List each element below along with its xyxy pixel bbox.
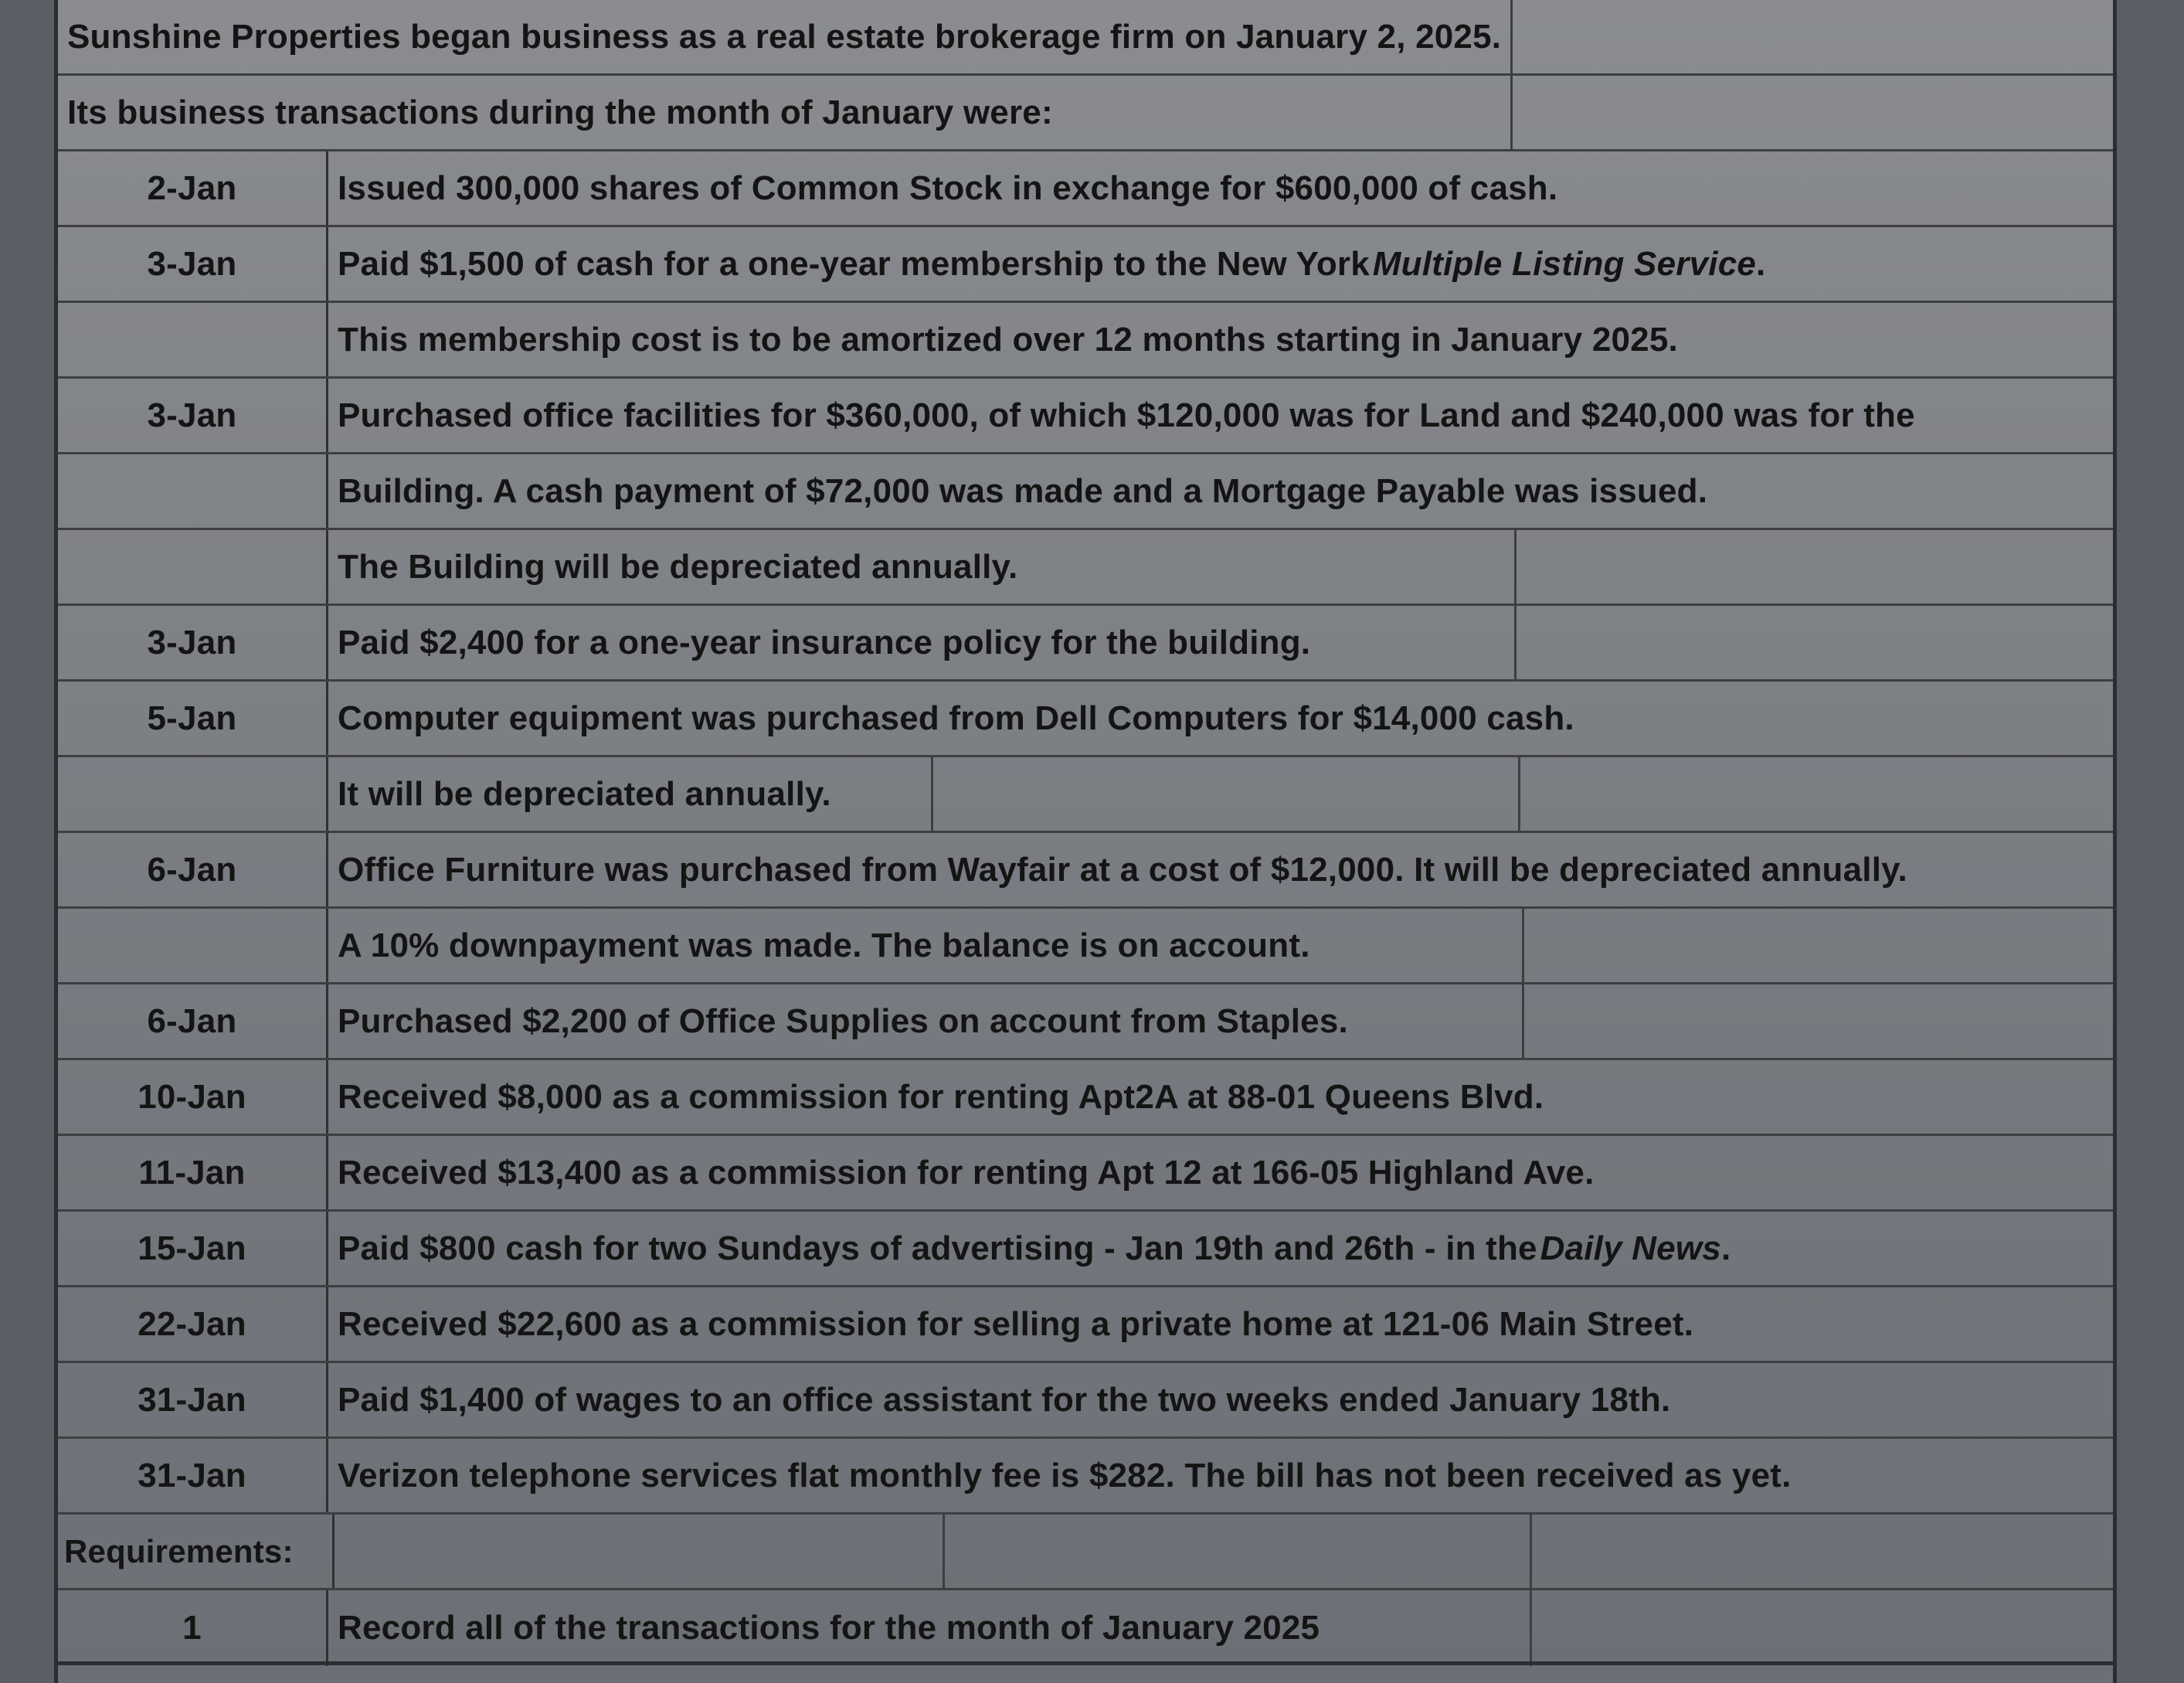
transaction-text: The Building will be depreciated annually. bbox=[338, 547, 1018, 586]
transaction-row bbox=[58, 1136, 2113, 1212]
column-divider bbox=[1514, 606, 1517, 679]
transaction-row bbox=[58, 757, 2113, 833]
worksheet bbox=[54, 0, 2117, 1683]
transaction-row bbox=[58, 984, 2113, 1060]
transaction-text: Purchased office facilities for $360,000, of which $120,000 was for Land and $240,000 was for the bbox=[338, 396, 1915, 434]
transaction-text: This membership cost is to be amortized over 12 months starting in January 2025. bbox=[338, 320, 1678, 359]
transaction-text: Office Furniture was purchased from Wayfair at a cost of $12,000. It will be depreciated annually. bbox=[338, 850, 1907, 889]
transaction-text-italic: Daily News bbox=[1540, 1229, 1721, 1267]
transaction-row bbox=[58, 379, 2113, 454]
requirements-label: Requirements: bbox=[64, 1515, 335, 1588]
transaction-date bbox=[58, 454, 328, 528]
column-divider bbox=[1522, 909, 1524, 982]
column-divider bbox=[1514, 530, 1517, 604]
transaction-date: 3-Jan bbox=[58, 606, 328, 679]
transaction-row bbox=[58, 606, 2113, 682]
intro-row-1 bbox=[58, 0, 2113, 76]
transaction-text-italic: Multiple Listing Service bbox=[1372, 244, 1757, 283]
transaction-date: 2-Jan bbox=[58, 151, 328, 225]
column-divider bbox=[1530, 1515, 1532, 1588]
requirement-text: Record all of the transactions for the month of January 2025 bbox=[338, 1609, 1320, 1647]
transaction-row bbox=[58, 682, 2113, 757]
transaction-date: 6-Jan bbox=[58, 833, 328, 906]
transaction-text: Received $8,000 as a commission for renting Apt2A at 88-01 Queens Blvd. bbox=[338, 1077, 1544, 1116]
transaction-date bbox=[58, 530, 328, 604]
intro-line-1: Sunshine Properties began business as a real estate brokerage firm on January 2, 2025. bbox=[67, 17, 1502, 56]
column-divider bbox=[1518, 757, 1520, 831]
transaction-text bbox=[335, 227, 2113, 301]
transaction-text: Paid $2,400 for a one-year insurance policy for the building. bbox=[338, 623, 1311, 661]
transaction-row bbox=[58, 1287, 2113, 1363]
transaction-text: Received $22,600 as a commission for selling a private home at 121-06 Main Street. bbox=[338, 1304, 1694, 1343]
transaction-row bbox=[58, 227, 2113, 303]
transaction-date: 3-Jan bbox=[58, 379, 328, 452]
transaction-date: 31-Jan bbox=[58, 1363, 328, 1436]
transaction-text: Received $13,400 as a commission for renting Apt 12 at 166-05 Highland Ave. bbox=[338, 1153, 1595, 1192]
transaction-row bbox=[58, 1060, 2113, 1136]
intro-row-2 bbox=[58, 76, 2113, 151]
transaction-text: Issued 300,000 shares of Common Stock in exchange for $600,000 of cash. bbox=[338, 168, 1558, 207]
transaction-row bbox=[58, 151, 2113, 227]
transaction-text-after: . bbox=[1756, 244, 1766, 283]
transaction-row bbox=[58, 1212, 2113, 1287]
transaction-date: 22-Jan bbox=[58, 1287, 328, 1361]
transaction-date bbox=[58, 909, 328, 982]
column-divider bbox=[1510, 0, 1513, 73]
transaction-row bbox=[58, 833, 2113, 909]
transaction-text: It will be depreciated annually. bbox=[338, 774, 831, 813]
transaction-text: Paid $1,400 of wages to an office assistant for the two weeks ended January 18th. bbox=[338, 1380, 1671, 1419]
transaction-date: 6-Jan bbox=[58, 984, 328, 1058]
transaction-date bbox=[58, 757, 328, 831]
requirement-number: 1 bbox=[58, 1590, 328, 1666]
transaction-row bbox=[58, 454, 2113, 530]
transaction-text: Verizon telephone services flat monthly fee is $282. The bill has not been received as yet. bbox=[338, 1456, 1792, 1494]
transaction-row bbox=[58, 303, 2113, 379]
transaction-date bbox=[58, 303, 328, 376]
column-divider bbox=[1510, 76, 1513, 149]
column-divider bbox=[943, 1515, 945, 1588]
column-divider bbox=[1530, 1590, 1532, 1666]
column-divider bbox=[931, 757, 933, 831]
table-bottom-border bbox=[58, 1661, 2113, 1665]
transaction-row bbox=[58, 1363, 2113, 1439]
transaction-row bbox=[58, 909, 2113, 984]
transaction-row bbox=[58, 530, 2113, 606]
requirements-row bbox=[58, 1515, 2113, 1590]
transaction-text-part: Paid $800 cash for two Sundays of advertising - Jan 19th and 26th - in the bbox=[338, 1229, 1537, 1267]
transaction-date: 3-Jan bbox=[58, 227, 328, 301]
transaction-date: 11-Jan bbox=[58, 1136, 328, 1209]
transaction-date: 15-Jan bbox=[58, 1212, 328, 1285]
transaction-text bbox=[335, 1212, 2113, 1285]
transaction-text: Building. A cash payment of $72,000 was made and a Mortgage Payable was issued. bbox=[338, 471, 1708, 510]
transaction-text: Purchased $2,200 of Office Supplies on account from Staples. bbox=[338, 1001, 1348, 1040]
transaction-row bbox=[58, 1439, 2113, 1515]
transaction-date: 5-Jan bbox=[58, 682, 328, 755]
transaction-text: Computer equipment was purchased from Dell Computers for $14,000 cash. bbox=[338, 699, 1574, 737]
transaction-text-after: . bbox=[1720, 1229, 1731, 1267]
requirement-item-row bbox=[58, 1590, 2113, 1666]
transaction-text-part: Paid $1,500 of cash for a one-year membership to the New York bbox=[338, 244, 1370, 283]
column-divider bbox=[1522, 984, 1524, 1058]
transaction-date: 31-Jan bbox=[58, 1439, 328, 1512]
intro-line-2: Its business transactions during the month of January were: bbox=[67, 93, 1053, 131]
transaction-text: A 10% downpayment was made. The balance is on account. bbox=[338, 926, 1310, 964]
transaction-date: 10-Jan bbox=[58, 1060, 328, 1134]
